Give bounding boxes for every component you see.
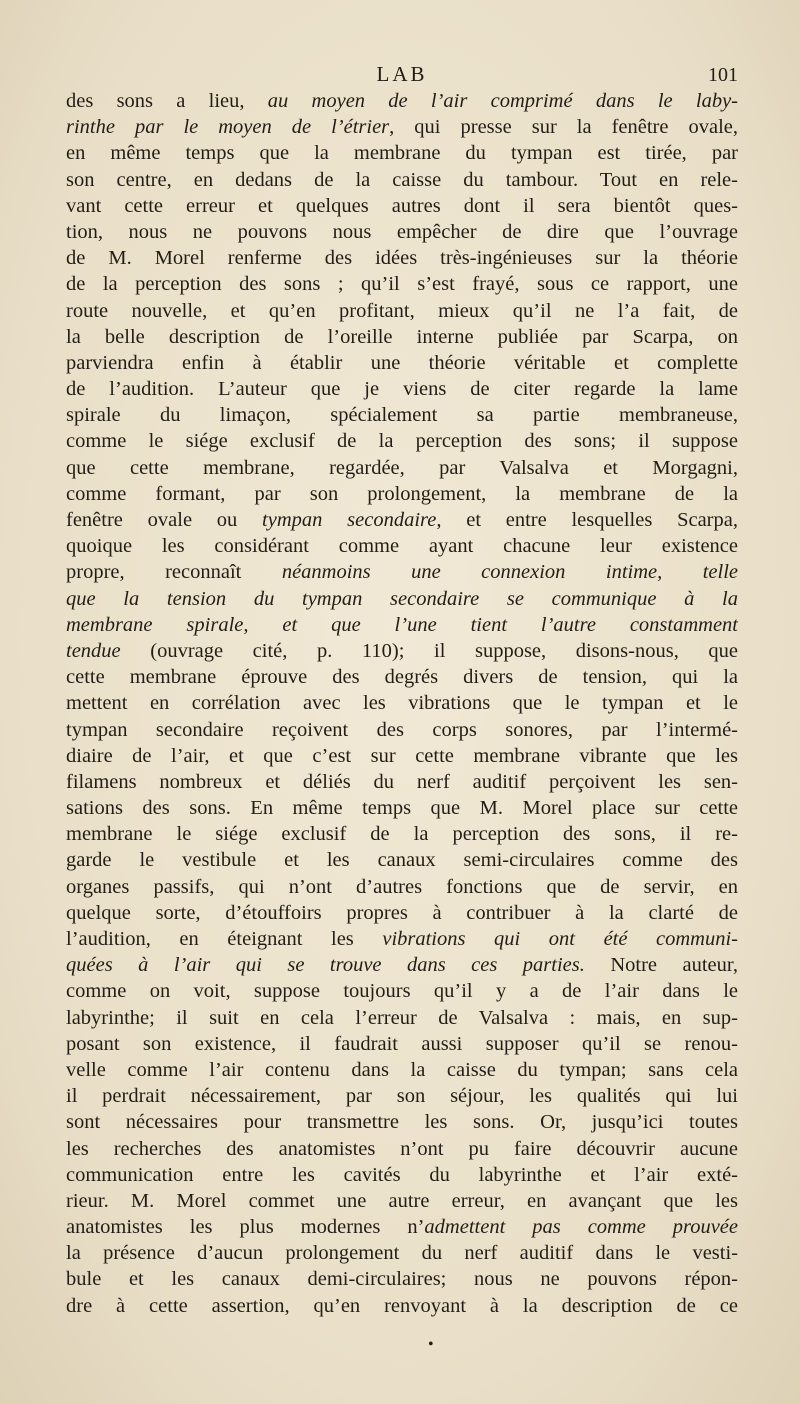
text-run: comme formant, par son prolongement, la membrane de la (66, 482, 738, 505)
text-run: communication entre les cavités du labyrinthe et l’air exté- (66, 1163, 738, 1186)
italic-text: membrane spirale, et que l’une tient l’autre constamment (66, 613, 738, 636)
text-line (66, 1240, 738, 1266)
text-line (66, 88, 738, 114)
text-line (66, 1162, 738, 1188)
text-run: membrane le siége exclusif de la perception des sons, il re- (66, 823, 738, 846)
text-line (66, 1057, 738, 1083)
italic-text: au moyen de l’air comprimé dans le laby- (267, 90, 738, 112)
text-line (66, 428, 738, 454)
text-run: comme le siége exclusif de la perception des sons; il suppose (66, 430, 738, 453)
text-line (66, 900, 738, 926)
text-line (66, 690, 738, 716)
text-run: il perdrait nécessairement, par son séjour, les qualités qui lui (66, 1085, 738, 1108)
text-line (66, 114, 738, 140)
text-run: organes passifs, qui n’ont d’autres fonctions que de servir, en (66, 875, 738, 898)
text-run: route nouvelle, et qu’en profitant, mieux qu’il ne l’a fait, de (66, 299, 738, 322)
text-line (66, 952, 738, 978)
text-line (66, 1266, 738, 1292)
running-head: LAB (376, 62, 428, 86)
ink-speck: • (428, 1336, 434, 1353)
text-run: bule et les canaux demi-circulaires; nous ne pouvons répon- (66, 1268, 738, 1291)
text-run: (ouvrage cité, p. 110); il suppose, disons-nous, que (120, 639, 738, 662)
text-line (66, 219, 738, 245)
text-run: velle comme l’air contenu dans la caisse du tympan; sans cela (66, 1058, 738, 1081)
text-line (66, 324, 738, 350)
text-run: labyrinthe; il suit en cela l’erreur de Valsalva : mais, en sup- (66, 1006, 738, 1029)
text-line (66, 402, 738, 428)
italic-text: néanmoins une connexion intime, telle (281, 561, 738, 584)
text-run: en même temps que la membrane du tympan est tirée, par (66, 142, 738, 165)
text-run: fenêtre ovale ou (66, 509, 263, 531)
text-line (66, 664, 738, 690)
text-run: la belle description de l’oreille interne publiée par Scarpa, on (66, 325, 738, 348)
text-line (66, 140, 738, 166)
text-line (66, 167, 738, 193)
text-run: dre à cette assertion, qu’en renvoyant à la description de ce (66, 1294, 738, 1317)
text-run: de la perception des sons ; qu’il s’est frayé, sous ce rapport, une (66, 273, 738, 296)
text-run: sont nécessaires pour transmettre les sons. Or, jusqu’ici toutes (66, 1111, 738, 1134)
text-line (66, 821, 738, 847)
text-line (66, 1188, 738, 1214)
text-line (66, 1136, 738, 1162)
text-run: posant son existence, il faudrait aussi supposer qu’il se renou- (66, 1032, 738, 1055)
text-run: quoique les considérant comme ayant chacune leur existence (66, 535, 738, 558)
text-run: son centre, en dedans de la caisse du tambour. Tout en rele- (66, 168, 738, 191)
italic-text: tympan secondaire (262, 509, 437, 531)
italic-text: admettent pas comme prouvée (424, 1216, 738, 1239)
text-run: parviendra enfin à établir une théorie véritable et complette (66, 351, 738, 374)
text-line (66, 978, 738, 1004)
italic-text: tendue (66, 639, 121, 662)
text-line (66, 298, 738, 324)
italic-text: que la tension du tympan secondaire se communique à la (66, 587, 738, 610)
text-run: propre, reconnaît (66, 561, 282, 584)
italic-text: vibrations qui ont été communi- (382, 928, 738, 950)
text-run: que cette membrane, regardée, par Valsalva et Morgagni, (66, 456, 738, 479)
text-line (66, 847, 738, 873)
text-line (66, 1005, 738, 1031)
text-line (66, 271, 738, 297)
text-run: spirale du limaçon, spécialement sa partie membraneuse, (66, 404, 738, 427)
text-line (66, 769, 738, 795)
text-line (66, 638, 738, 664)
text-line (66, 717, 738, 743)
text-line (66, 193, 738, 219)
text-line (66, 245, 738, 271)
text-run: comme on voit, suppose toujours qu’il y a de l’air dans le (66, 980, 738, 1003)
text-line (66, 1109, 738, 1135)
italic-text: quées à l’air qui se trouve dans ces parties. (66, 954, 585, 977)
text-run: vant cette erreur et quelques autres dont il sera bientôt ques- (66, 194, 738, 217)
text-run: , et entre lesquelles Scarpa, (436, 509, 738, 531)
text-line (66, 926, 738, 952)
text-run: Notre auteur, (584, 954, 738, 977)
text-run: diaire de l’air, et que c’est sur cette membrane vibrante que les (66, 744, 738, 767)
text-line (66, 507, 738, 533)
text-run: les recherches des anatomistes n’ont pu faire découvrir aucune (66, 1137, 738, 1160)
text-run: tympan secondaire reçoivent des corps sonores, par l’intermé- (66, 718, 738, 741)
page-number: 101 (708, 64, 738, 86)
text-line (66, 1293, 738, 1319)
text-run: quelque sorte, d’étouffoirs propres à contribuer à la clarté de (66, 901, 738, 924)
text-line (66, 350, 738, 376)
text-run: mettent en corrélation avec les vibrations que le tympan et le (66, 692, 738, 715)
text-run: rieur. M. Morel commet une autre erreur, en avançant que les (66, 1189, 738, 1212)
text-line (66, 586, 738, 612)
text-line (66, 533, 738, 559)
text-run: sations des sons. En même temps que M. Morel place sur cette (66, 797, 738, 820)
text-run: garde le vestibule et les canaux semi-circulaires comme des (66, 849, 738, 872)
text-line (66, 481, 738, 507)
text-run: cette membrane éprouve des degrés divers de tension, qui la (66, 666, 738, 689)
text-run: filamens nombreux et déliés du nerf auditif perçoivent les sen- (66, 770, 738, 793)
text-run: de M. Morel renferme des idées très-ingénieuses sur la théorie (66, 247, 738, 270)
text-line (66, 612, 738, 638)
italic-text: rinthe par le moyen de l’étrier (66, 116, 390, 139)
text-line (66, 455, 738, 481)
text-line (66, 1031, 738, 1057)
text-run: de l’audition. L’auteur que je viens de citer regarde la lame (66, 378, 738, 401)
text-run: la présence d’aucun prolongement du nerf auditif dans le vesti- (66, 1242, 738, 1265)
text-line (66, 795, 738, 821)
text-run: l’audition, en éteignant les (66, 928, 383, 950)
text-line (66, 1083, 738, 1109)
text-run: tion, nous ne pouvons nous empêcher de dire que l’ouvrage (66, 220, 738, 243)
text-run: des sons a lieu, (66, 90, 268, 112)
text-line (66, 1214, 738, 1240)
text-run: , qui presse sur la fenêtre ovale, (389, 116, 738, 139)
text-line (66, 743, 738, 769)
text-line (66, 559, 738, 585)
text-line (66, 376, 738, 402)
text-line (66, 874, 738, 900)
text-run: anatomistes les plus modernes n’ (66, 1216, 425, 1239)
body-text (66, 88, 738, 1319)
